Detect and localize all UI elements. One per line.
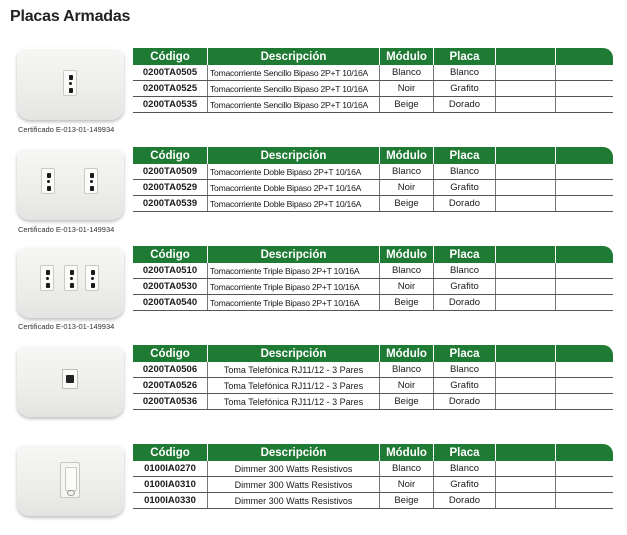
cell-module: Noir [380,279,434,294]
cell-plate: Grafito [434,477,496,492]
header-descripcion: Descripción [208,147,380,164]
cell-description: Tomacorriente Doble Bipaso 2P+T 10/16A [208,164,380,179]
cell-code: 0200TA0529 [133,180,208,195]
header-descripcion: Descripción [208,345,380,362]
plate-image-triple [17,246,124,318]
header-descripcion: Descripción [208,246,380,263]
cell-blank [496,263,556,278]
header-blank [496,345,556,362]
cell-module: Noir [380,378,434,393]
cell-code: 0100IA0310 [133,477,208,492]
table-row [133,65,613,81]
plate-image-doble [17,148,124,220]
cell-blank [556,295,613,310]
cell-blank [496,180,556,195]
cell-code: 0100IA0330 [133,493,208,508]
header-placa: Placa [434,147,496,164]
cell-code: 0200TA0526 [133,378,208,393]
header-blank [556,345,613,362]
cell-description: Tomacorriente Doble Bipaso 2P+T 10/16A [208,196,380,211]
table-row [133,196,613,212]
cell-blank [496,279,556,294]
cell-plate: Grafito [434,180,496,195]
header-descripcion: Descripción [208,444,380,461]
cell-blank [496,295,556,310]
header-blank [496,444,556,461]
table-row [133,164,613,180]
plate-image-sencillo [17,48,124,120]
outlet-socket-icon [84,168,98,194]
plate-image-telefonica [17,345,124,417]
cell-module: Noir [380,180,434,195]
table-row [133,279,613,295]
table-row [133,477,613,493]
cell-plate: Blanco [434,362,496,377]
cell-description: Dimmer 300 Watts Resistivos [208,493,380,508]
cell-description: Dimmer 300 Watts Resistivos [208,461,380,476]
cell-blank [496,477,556,492]
header-modulo: Módulo [380,147,434,164]
cell-plate: Blanco [434,263,496,278]
product-table [133,246,613,311]
cell-code: 0200TA0506 [133,362,208,377]
header-descripcion: Descripción [208,48,380,65]
cell-plate: Dorado [434,97,496,112]
table-header [133,444,613,461]
cell-code: 0200TA0539 [133,196,208,211]
cell-description: Tomacorriente Doble Bipaso 2P+T 10/16A [208,180,380,195]
certificate-label: Certificado E-013-01-149934 [18,322,115,331]
cell-description: Tomacorriente Triple Bipaso 2P+T 10/16A [208,295,380,310]
cell-plate: Dorado [434,394,496,409]
product-table [133,147,613,212]
product-table [133,345,613,410]
product-table [133,48,613,113]
table-row [133,493,613,509]
cell-description: Tomacorriente Sencillo Bipaso 2P+T 10/16A [208,65,380,80]
cell-plate: Dorado [434,196,496,211]
table-header [133,48,613,65]
cell-blank [496,362,556,377]
table-row [133,394,613,410]
cell-blank [556,493,613,508]
cell-blank [556,394,613,409]
header-codigo: Código [133,345,208,362]
cell-blank [496,97,556,112]
outlet-socket-icon [40,265,54,291]
cell-blank [556,362,613,377]
cell-code: 0200TA0540 [133,295,208,310]
header-blank [496,246,556,263]
cell-code: 0100IA0270 [133,461,208,476]
certificate-label: Certificado E-013-01-149934 [18,225,115,234]
table-header [133,345,613,362]
header-codigo: Código [133,444,208,461]
header-blank [556,246,613,263]
table-row [133,378,613,394]
header-blank [556,444,613,461]
header-blank [496,147,556,164]
header-codigo: Código [133,246,208,263]
cell-description: Toma Telefónica RJ11/12 - 3 Pares [208,378,380,393]
header-codigo: Código [133,48,208,65]
cell-blank [496,65,556,80]
header-placa: Placa [434,345,496,362]
header-blank [496,48,556,65]
table-row [133,81,613,97]
cell-blank [496,81,556,96]
outlet-socket-icon [63,70,77,96]
table-header [133,246,613,263]
dimmer-knob-icon [60,462,80,498]
cell-plate: Dorado [434,295,496,310]
cell-module: Blanco [380,164,434,179]
cell-description: Toma Telefónica RJ11/12 - 3 Pares [208,362,380,377]
cell-blank [496,164,556,179]
cell-blank [556,81,613,96]
header-placa: Placa [434,444,496,461]
cell-code: 0200TA0510 [133,263,208,278]
cell-description: Tomacorriente Sencillo Bipaso 2P+T 10/16A [208,81,380,96]
phone-jack-icon [62,369,78,389]
cell-blank [496,196,556,211]
cell-code: 0200TA0535 [133,97,208,112]
cell-module: Beige [380,493,434,508]
header-blank [556,147,613,164]
cell-blank [556,97,613,112]
cell-blank [496,461,556,476]
cell-plate: Grafito [434,279,496,294]
cell-description: Tomacorriente Triple Bipaso 2P+T 10/16A [208,279,380,294]
cell-blank [556,279,613,294]
outlet-socket-icon [41,168,55,194]
cell-plate: Blanco [434,461,496,476]
cell-module: Beige [380,97,434,112]
header-placa: Placa [434,48,496,65]
cell-description: Tomacorriente Sencillo Bipaso 2P+T 10/16A [208,97,380,112]
cell-blank [556,378,613,393]
cell-description: Tomacorriente Triple Bipaso 2P+T 10/16A [208,263,380,278]
cell-code: 0200TA0505 [133,65,208,80]
cell-blank [556,164,613,179]
cell-module: Noir [380,477,434,492]
cell-description: Toma Telefónica RJ11/12 - 3 Pares [208,394,380,409]
cell-module: Blanco [380,65,434,80]
cell-code: 0200TA0509 [133,164,208,179]
plate-image-dimmer [17,444,124,516]
header-placa: Placa [434,246,496,263]
cell-blank [556,196,613,211]
cell-plate: Dorado [434,493,496,508]
table-row [133,362,613,378]
outlet-socket-icon [64,265,78,291]
table-header [133,147,613,164]
cell-module: Beige [380,295,434,310]
cell-module: Blanco [380,461,434,476]
cell-plate: Blanco [434,65,496,80]
cell-blank [496,378,556,393]
cell-blank [556,180,613,195]
cell-module: Beige [380,196,434,211]
table-row [133,97,613,113]
header-modulo: Módulo [380,345,434,362]
cell-module: Blanco [380,362,434,377]
cell-blank [556,461,613,476]
table-row [133,295,613,311]
table-row [133,461,613,477]
product-table [133,444,613,509]
cell-blank [556,263,613,278]
certificate-label: Certificado E-013-01-149934 [18,125,115,134]
outlet-socket-icon [85,265,99,291]
cell-description: Dimmer 300 Watts Resistivos [208,477,380,492]
header-modulo: Módulo [380,444,434,461]
page-title: Placas Armadas [10,8,131,25]
cell-code: 0200TA0530 [133,279,208,294]
cell-blank [496,493,556,508]
cell-module: Noir [380,81,434,96]
cell-plate: Blanco [434,164,496,179]
cell-module: Beige [380,394,434,409]
cell-blank [496,394,556,409]
header-codigo: Código [133,147,208,164]
table-row [133,263,613,279]
cell-blank [556,477,613,492]
cell-code: 0200TA0525 [133,81,208,96]
header-modulo: Módulo [380,48,434,65]
cell-module: Blanco [380,263,434,278]
header-blank [556,48,613,65]
cell-code: 0200TA0536 [133,394,208,409]
cell-plate: Grafito [434,378,496,393]
table-row [133,180,613,196]
cell-blank [556,65,613,80]
cell-plate: Grafito [434,81,496,96]
header-modulo: Módulo [380,246,434,263]
